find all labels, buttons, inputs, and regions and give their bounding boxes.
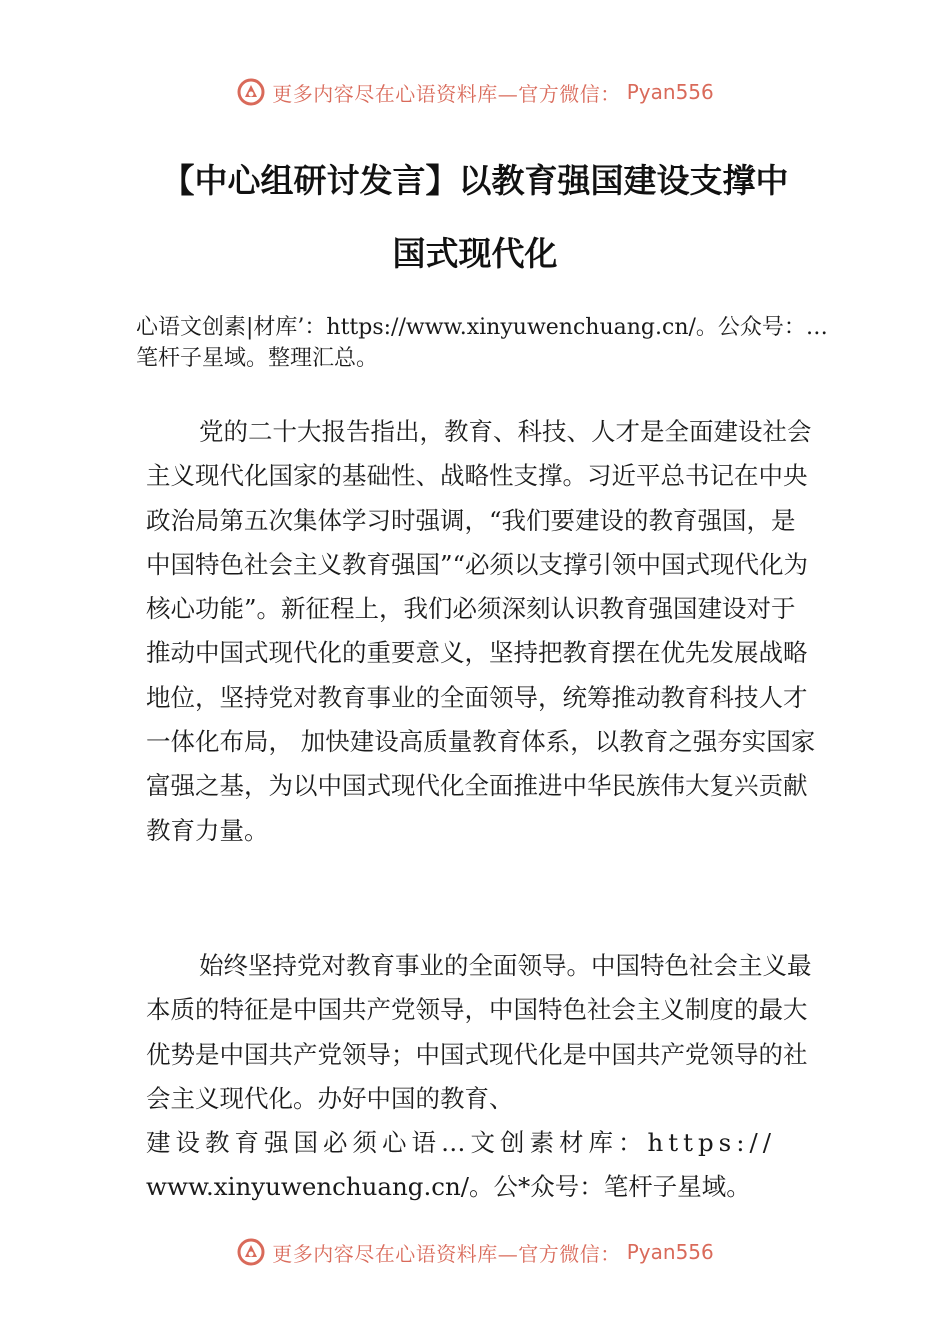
paragraph-2 [146, 944, 816, 1210]
paragraph-2-watermark-line1: 建设教育强国必须心语…文创素材库：https:// [146, 1128, 776, 1158]
banner-text: 更多内容尽在心语资料库—官方微信： [272, 1241, 621, 1266]
paragraph-1-text: 党的二十大报告指出，教育、科技、人才是全面建设社会主义现代化国家的基础性、战略性支撑。习近平总书记在中央政治局第五次集体学习时强调，“我们要建设的教育强国，是中国特色社会主义教育强国”“必须以支撑引领中国式现代化为核心功能”。新征程上，我们必须深刻认识教育强国建设对于推动中国式现代化的重要意义，坚持把教育摆在优先发展战略地位，坚持党对教育事业的全面领导，统筹推动教育科技人才一体化布局， 加快建设高质量教育体系，以教育之强夯实国家富强之基，为以中国式现代化全面推进中华民族伟大复兴贡献教育力量。 [146, 417, 816, 845]
logo-icon [236, 77, 266, 107]
logo-icon [236, 1237, 266, 1267]
source-note: 心语文创素|材库’：https://www.xinyuwenchuang.cn/。公众号：…笔杆子星域。整理汇总。 [136, 315, 828, 371]
paragraph-2-text: 始终坚持党对教育事业的全面领导。中国特色社会主义最本质的特征是中国共产党领导，中国特色社会主义制度的最大优势是中国共产党领导；中国式现代化是中国共产党领导的社会主义现代化。办好中国的教育、 [146, 951, 812, 1113]
footer-banner [0, 1232, 950, 1272]
wechat-id: Pyan556 [626, 1240, 714, 1264]
page-title-line2: 国式现代化 [392, 234, 558, 273]
header-banner [0, 72, 950, 112]
banner-text: 更多内容尽在心语资料库—官方微信： [272, 81, 621, 106]
wechat-id: Pyan556 [626, 80, 714, 104]
page-title-line1: 【中心组研讨发言】以教育强国建设支撑中 [161, 161, 789, 200]
paragraph-1 [146, 410, 816, 853]
paragraph-2-watermark-line2: www.xinyuwenchuang.cn/。公*众号：笔杆子星域。 [146, 1172, 751, 1202]
